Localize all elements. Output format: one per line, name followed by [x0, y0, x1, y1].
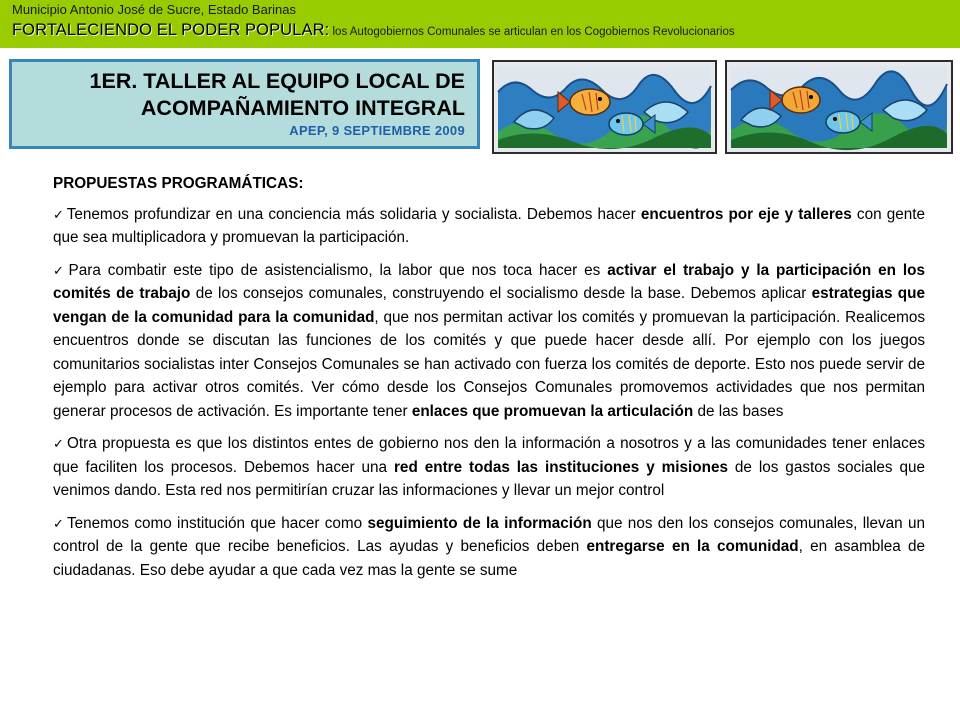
paragraph-text: , en asamblea de ciudadanas. Eso debe ayudar a que cada vez mas la gente se sume [53, 538, 925, 579]
municipality-text: Municipio Antonio José de Sucre, Estado Barinas [12, 2, 297, 17]
proposal-list [53, 203, 925, 583]
fish-mural-icon [727, 62, 951, 152]
slogan-text: FORTALECIENDO EL PODER POPULAR: [12, 21, 330, 39]
proposal-paragraph [53, 259, 925, 424]
fish-mural-image-1 [492, 60, 717, 154]
header-bar [0, 0, 960, 48]
subtitle-date: APEP, 9 SEPTIEMBRE 2009 [289, 123, 465, 138]
paragraph-text: de las bases [693, 402, 784, 420]
emphasis-text: seguimiento de la información [367, 514, 592, 532]
check-icon: ✓ [53, 206, 65, 222]
paragraph-text: Tenemos profundizar en una conciencia más solidaria y socialista. Debemos hacer [66, 205, 641, 223]
paragraph-text: de los gastos sociales que venimos dando. Esta red nos permitirían cruzar las informaciones y llevar un mejor control [53, 458, 926, 499]
check-icon: ✓ [53, 436, 65, 451]
content-area [53, 172, 925, 591]
page-title [90, 68, 465, 122]
title-box [9, 59, 480, 149]
fish-mural-image-2 [725, 60, 953, 154]
paragraph-text: , que nos permitan activar los comités y promuevan la participación. Realicemos encuentros donde se discutan las funciones de los comités y que puede hacer desde allí. Por ejemplo con los juegos comunitarios socialistas inter Consejos Comunales se han activado con fuerza los comités de deporte. Esto nos puede servir de ejemplo para activar otros comités. Ver cómo desde los Consejos Comunales promovemos actividades que nos permitan generar procesos de activación. Es importante tener [53, 308, 925, 420]
proposal-paragraph [53, 432, 925, 503]
section-heading: PROPUESTAS PROGRAMÁTICAS: [53, 175, 304, 192]
paragraph-text: de los consejos comunales, construyendo el socialismo desde la base. Debemos aplicar [190, 285, 812, 302]
paragraph-text: que nos den los consejos comunales, llevan un control de la gente que recibe beneficios. Las ayudas y beneficios deben [53, 514, 925, 555]
proposal-paragraph [53, 203, 925, 250]
paragraph-text: con gente que sea multiplicadora y promuevan la participación. [53, 205, 925, 246]
fish-mural-icon [494, 62, 715, 152]
subslogan-text: los Autogobiernos Comunales se articulan en los Cogobiernos Revolucionarios [329, 26, 735, 38]
emphasis-text: entregarse en la comunidad [586, 538, 799, 555]
paragraph-text: Otra propuesta es que los distintos entes de gobierno nos den la información a nosotros y a las comunidades tener enlaces que faciliten los procesos. Debemos hacer una [53, 435, 925, 476]
check-icon: ✓ [53, 515, 65, 531]
title-line-2: ACOMPAÑAMIENTO INTEGRAL [140, 96, 465, 120]
paragraph-text: Para combatir este tipo de asistencialismo, la labor que nos toca hacer es [68, 261, 608, 279]
title-line-1: 1ER. TALLER AL EQUIPO LOCAL DE [89, 69, 465, 93]
slogan-line [12, 21, 735, 40]
emphasis-text: activar el trabajo y la participación en los comités de trabajo [53, 261, 925, 302]
proposal-paragraph [53, 512, 925, 583]
emphasis-text: estrategias que vengan de la comunidad para la comunidad [53, 285, 925, 326]
paragraph-text: Tenemos como institución que hacer como [66, 514, 368, 532]
emphasis-text: encuentros por eje y talleres [640, 205, 852, 223]
emphasis-text: red entre todas las instituciones y misiones [393, 458, 728, 476]
emphasis-text: enlaces que promuevan la articulación [411, 402, 694, 420]
check-icon: ✓ [53, 262, 67, 278]
